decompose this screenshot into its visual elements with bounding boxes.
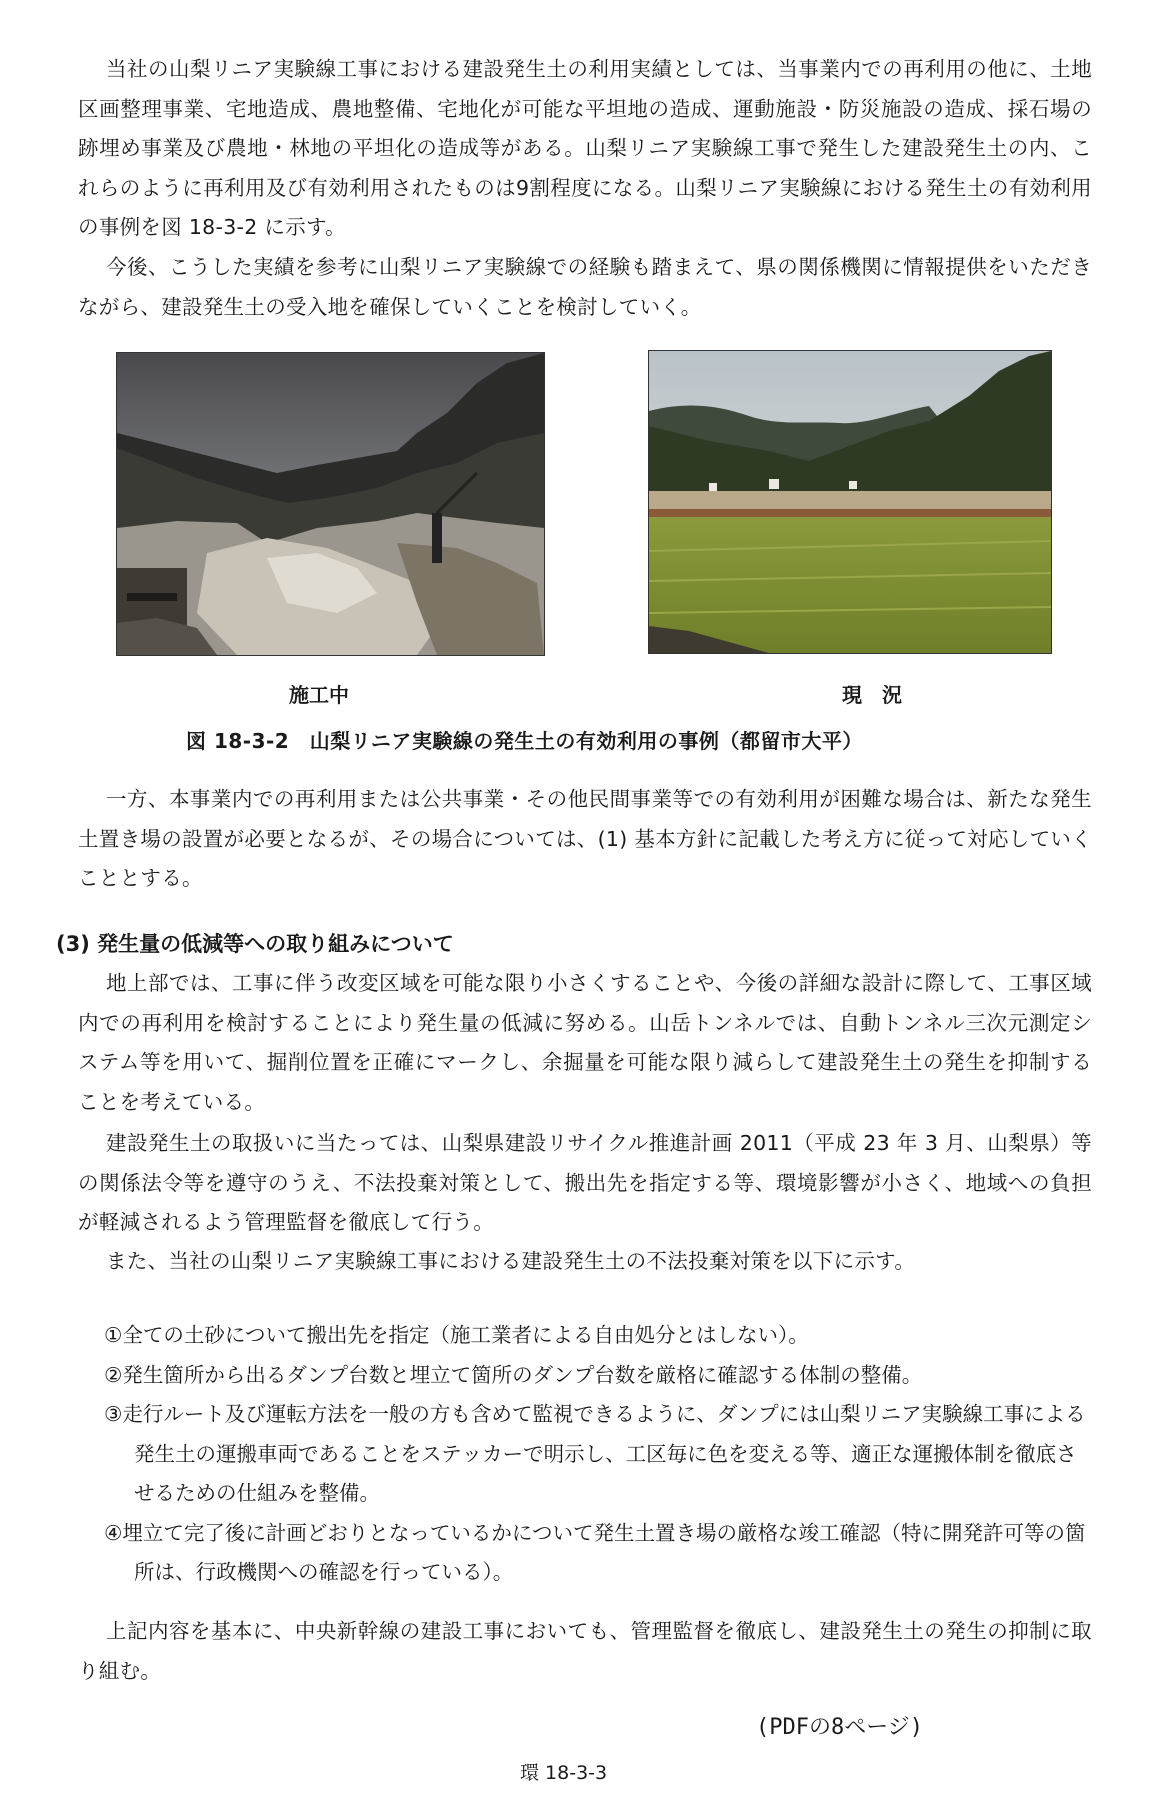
countermeasure-list (104, 1316, 1090, 1593)
list-item: ②発生箇所から出るダンプ台数と埋立て箇所のダンプ台数を厳格に確認する体制の整備。 (104, 1362, 923, 1387)
construction-site-image (117, 353, 544, 655)
photo-label-under-construction: 施工中 (289, 683, 349, 707)
paragraph-reuse-record: 当社の山梨リニア実験線工事における建設発生土の利用実績としては、当事業内での再利用の他に、土地区画整理事業、宅地造成、農地整備、宅地化が可能な平坦地の造成、運動施設・防災施設の造成、採石場の跡埋め事業及び農地・林地の平坦化の造成等がある。山梨リニア実験線工事で発生した建設発生土の内、これらのように再利用及び有効利用されたものは9割程度になる。山梨リニア実験線における発生土の有効利用の事例を図 18-3-2 に示す。 (78, 57, 1092, 239)
photo-current-state (648, 350, 1052, 654)
photo-label-current-state: 現 況 (842, 683, 902, 707)
section-heading: (3) 発生量の低減等への取り組みについて (56, 932, 454, 956)
page-number: 環 18-3-3 (520, 1762, 608, 1784)
paragraph-future-plan: 今後、こうした実績を参考に山梨リニア実験線での経験も踏まえて、県の関係機関に情報提供をいただきながら、建設発生土の受入地を確保していくことを検討していく。 (78, 255, 1092, 319)
figure-caption: 図 18-3-2 山梨リニア実験線の発生土の有効利用の事例（都留市大平） (186, 729, 863, 753)
list-item: ③走行ルート及び運転方法を一般の方も含めて監視できるように、ダンプには山梨リニア実験線工事による発生土の運搬車両であることをステッカーで明示し、工区毎に色を変える等、適正な運搬体制を徹底させるための仕組みを整備。 (104, 1402, 1086, 1505)
list-item: ①全ての土砂について搬出先を指定（施工業者による自由処分とはしない）。 (104, 1323, 809, 1347)
list-item: ④埋立て完了後に計画どおりとなっているかについて発生土置き場の厳格な竣工確認（特に開発許可等の箇所は、行政機関への確認を行っている）。 (104, 1520, 1086, 1584)
current-farmland-image (649, 351, 1051, 653)
paragraph-conclusion: 上記内容を基本に、中央新幹線の建設工事においても、管理監督を徹底し、建設発生土の発生の抑制に取り組む。 (78, 1619, 1092, 1683)
pdf-page-note: (PDFの8ページ) (756, 1715, 924, 1740)
paragraph-handling-policy: 建設発生土の取扱いに当たっては、山梨県建設リサイクル推進計画 2011（平成 23 年 3 月、山梨県）等の関係法令等を遵守のうえ、不法投棄対策として、搬出先を指定する等、環境影響が小さく、地域への負担が軽減されるよう管理監督を徹底して行う。 (78, 1131, 1092, 1234)
paragraph-reduction-measures: 地上部では、工事に伴う改変区域を可能な限り小さくすることや、今後の詳細な設計に際して、工事区域内での再利用を検討することにより発生量の低減に努める。山岳トンネルでは、自動トンネル三次元測定システム等を用いて、掘削位置を正確にマークし、余掘量を可能な限り減らして建設発生土の発生を抑制することを考えている。 (78, 971, 1092, 1114)
paragraph-alternative-disposal: 一方、本事業内での再利用または公共事業・その他民間事業等での有効利用が困難な場合は、新たな発生土置き場の設置が必要となるが、その場合については、(1) 基本方針に記載した考え方に従って対応していくこととする。 (78, 787, 1092, 890)
photo-under-construction (116, 352, 545, 656)
paragraph-dumping-countermeasures-intro: また、当社の山梨リニア実験線工事における建設発生土の不法投棄対策を以下に示す。 (106, 1249, 916, 1273)
